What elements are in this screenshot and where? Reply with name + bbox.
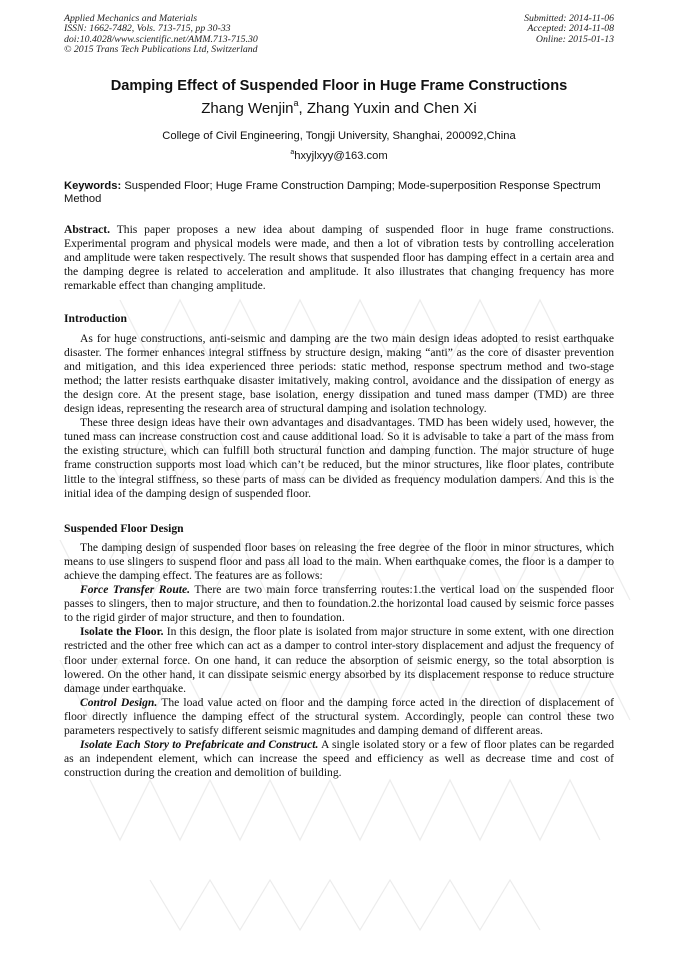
abstract-text: This paper proposes a new idea about damping of suspended floor in huge frame constructions. Experimental program and physical models were made, and then a lot of vibration tests by controlling acceleration and amplitude were taken respectively. The result shows that suspended floor has damping effect in a certain area and the damping degree is related to acceleration and amplitude. It also illustrates that changing frequency has more remarkable effect than changing amplitude.: [64, 223, 614, 293]
intro-paragraph-2: These three design ideas have their own advantages and disadvantages. TMD has been widely used, however, the tuned mass can increase construction cost and cause additional load. So it is advisable to take a part of the mass from the existing structure, which can fulfill both structural function and damping function. The major structure of huge frame construction supports most load which can’t be reduced, but the minor structures, like floor plates, contribute little to the integral stiffness, so these parts of mass can be divided as frequency modulation dampers. And this is the initial idea of the damping design of suspended floor.: [64, 416, 614, 500]
design-intro-paragraph: The damping design of suspended floor bases on releasing the free degree of the floor in minor structures, which means to use slingers to suspend floor and pass all load to the main. When earthquake comes, the floor is a damper to achieve the damping effect. The features are as follows:: [64, 540, 614, 582]
copyright-line: © 2015 Trans Tech Publications Ltd, Switzerland: [64, 44, 258, 56]
feature-title: Control Design.: [80, 695, 158, 709]
keywords-text: Suspended Floor; Huge Frame Construction Damping; Mode-superposition Response Spectrum Method: [64, 180, 601, 206]
author-list: [0, 100, 678, 117]
paper-title: Damping Effect of Suspended Floor in Huge Frame Constructions: [110, 78, 568, 94]
feature-isolate-story: [64, 738, 614, 780]
abstract-label: Abstract.: [64, 223, 111, 236]
online-date: Online: 2015-01-13: [535, 33, 614, 45]
keywords: [64, 180, 614, 207]
other-authors: , Zhang Yuxin and Chen Xi: [298, 100, 477, 117]
feature-title: Isolate Each Story to Prefabricate and Construct.: [80, 738, 319, 752]
abstract: [64, 223, 614, 293]
submitted-date: Submitted: 2014-11-06: [524, 13, 614, 24]
doi-line: doi:10.4028/www.scientific.net/AMM.713-715.30: [64, 33, 258, 45]
feature-title: Force Transfer Route.: [80, 583, 191, 597]
feature-text: The load value acted on floor and the damping force acted in the direction of displacement of floor directly influence the damping effect of the structural system. Accordingly, people can control these two parameters respectively to satisfy different seismic magnitudes and damping demand of different areas.: [64, 695, 614, 737]
issn-line: ISSN: 1662-7482, Vols. 713-715, pp 30-33: [64, 23, 231, 35]
feature-isolate-floor: [64, 625, 614, 695]
author-superscript: a: [293, 98, 299, 108]
journal-name: Applied Mechanics and Materials: [64, 13, 198, 24]
intro-paragraph-1: As for huge constructions, anti-seismic and damping are the two main design ideas adopted to resist earthquake disaster. The former enhances integral stiffness by structure design, making “anti” as the core of disaster prevention and mitigation, and this idea experienced three periods: static method, response spectrum method and two-stage method; the latter resists earthquake disaster imitatively, making control, avoidance and the dissipation of energy as the design core. At the present stage, base isolation, energy dissipation and tuned mass damper (TMD) are three design ideas, representing the research area of structural damping and isolation technology.: [64, 331, 614, 416]
feature-title: Isolate the Floor.: [80, 625, 164, 639]
paper-body: [64, 223, 614, 780]
accepted-date: Accepted: 2014-11-08: [527, 23, 614, 35]
email-superscript: a: [290, 149, 295, 156]
affiliation: College of Civil Engineering, Tongji University, Shanghai, 200092,China: [162, 130, 516, 142]
keywords-label: Keywords:: [64, 180, 122, 192]
submission-dates: [524, 14, 614, 45]
journal-info: [64, 14, 258, 56]
feature-text: In this design, the floor plate is isolated from major structure in some extent, with one direction restricted and the other free which can act as a damper to control inter-story displacement and adjust the frequency of floor under external force. On one hand, it can reduce the absorption of seismic energy, so the total absorption is lowered. On the other hand, it can dissipate seismic energy absorbed by its displacement response to reduce structure damage under earthquake.: [64, 625, 614, 695]
feature-force-transfer: [64, 583, 614, 625]
feature-control-design: [64, 696, 614, 738]
section-heading-design: Suspended Floor Design: [64, 521, 184, 535]
feature-text: There are two main force transferring routes:1.the vertical load on the suspended floor passes to slingers, then to major structure, and then to foundation.2.the horizontal load caused by seismic force passes to the rigid girder of major structure, and then to foundation.: [64, 583, 614, 625]
email-address[interactable]: hxyjlxyy@163.com: [294, 150, 388, 162]
section-heading-introduction: Introduction: [64, 312, 127, 326]
feature-text: A single isolated story or a few of floor plates can be regarded as an independent element, which can increase the speed and efficiency as well as decrease time and cost of construction during the creation and demolition of building.: [64, 738, 614, 780]
author-email: [0, 150, 678, 162]
first-author: Zhang Wenjin: [201, 100, 294, 117]
